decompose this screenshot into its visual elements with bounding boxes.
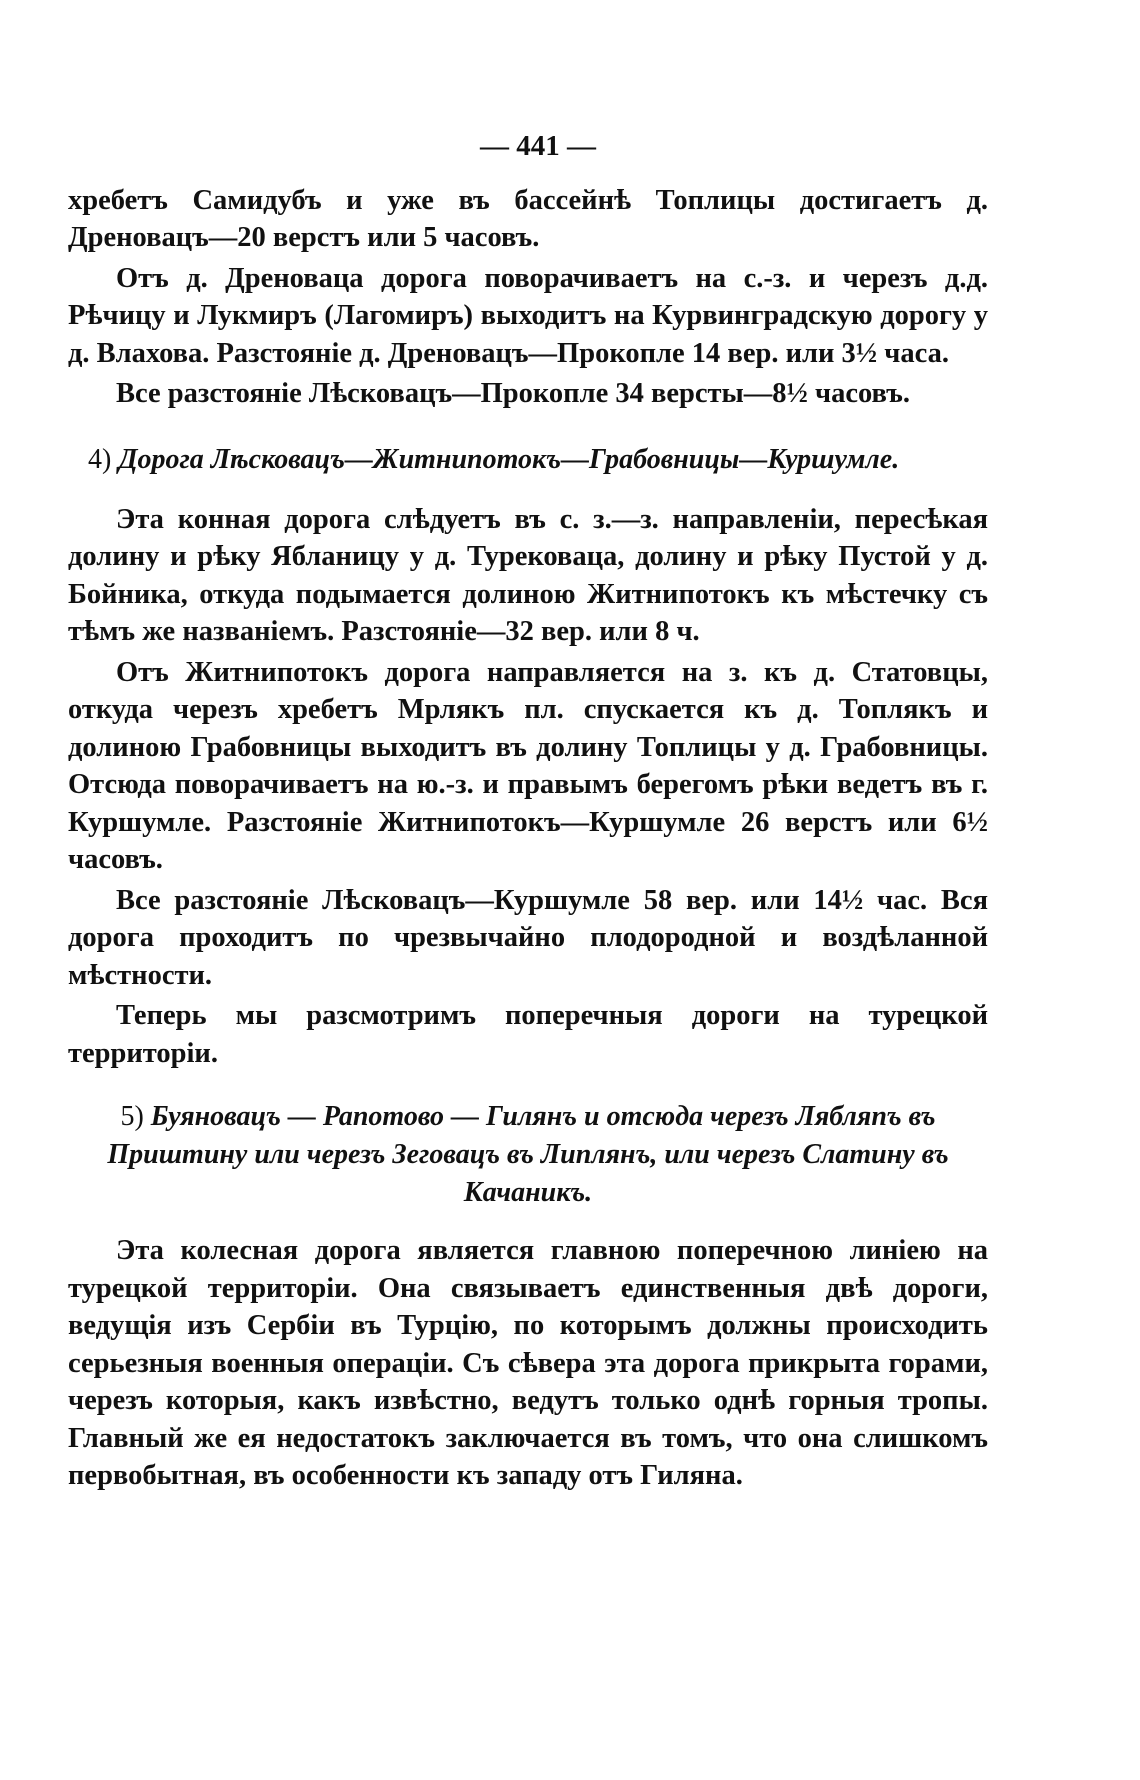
section-title: Дорога Лѣсковацъ—Житнипотокъ—Грабовницы—Куршумле. (118, 443, 900, 475)
paragraph-drenovac-route: Отъ д. Дреноваца дорога поворачиваетъ на с.-з. и черезъ д.д. Рѣчицу и Лукмиръ (Лагомиръ) выходитъ на Курвинградскую дорогу у д. Влахова. Разстояніе д. Дреновацъ—Прокопле 14 вер. или 3½ часа. (68, 262, 988, 369)
section-number: 4) (88, 443, 112, 475)
paragraph-total-distance-prokuplje: Все разстояніе Лѣсковацъ—Прокопле 34 версты—8½ часовъ. (116, 378, 910, 409)
page-number: — 441 — (480, 130, 596, 162)
section-heading-5 (68, 1098, 988, 1212)
book-page (68, 128, 988, 1495)
paragraph-continuation: хребетъ Самидубъ и уже въ бассейнѣ Топлицы достигаетъ д. Дреновацъ—20 верстъ или 5 часовъ. (68, 184, 988, 253)
section-number: 5) (120, 1101, 144, 1132)
section-title: Буяновацъ — Рапотово — Гилянъ и отсюда черезъ Лябляпъ въ Приштину или черезъ Зеговацъ въ Липлянъ, или черезъ Слатину въ Качаникъ. (107, 1101, 949, 1208)
paragraph-total-distance-kurshumlie: Все разстояніе Лѣсковацъ—Куршумле 58 вер. или 14½ час. Вся дорога проходитъ по чрезвычайно плодородной и воздѣланной мѣстности. (68, 884, 988, 991)
section-heading-4 (68, 441, 988, 479)
paragraph-horse-road: Эта конная дорога слѣдуетъ въ с. з.—з. направленіи, пересѣкая долину и рѣку Ябланицу у д. Турековаца, долину и рѣку Пустой у д. Бойника, откуда подымается долиною Житнипотокъ къ мѣстечку съ тѣмъ же названіемъ. Разстояніе—32 вер. или 8 ч. (68, 503, 988, 647)
paragraph-wheeled-road: Эта колесная дорога является главною поперечною линіею на турецкой территоріи. Она связываетъ единственныя двѣ дороги, ведущія изъ Сербіи въ Турцію, по которымъ должны происходить серьезныя военныя операціи. Съ сѣвера эта дорога прикрыта горами, черезъ которыя, какъ извѣстно, ведутъ только однѣ горныя тропы. Главный же ея недостатокъ заключается въ томъ, что она слишкомъ первобытная, въ особенности къ западу отъ Гиляна. (68, 1235, 988, 1491)
paragraph-transverse-roads: Теперь мы разсмотримъ поперечныя дороги на турецкой территоріи. (68, 1000, 988, 1069)
paragraph-zhitnipotok-route: Отъ Житнипотокъ дорога направляется на з. къ д. Статовцы, откуда черезъ хребетъ Мрлякъ пл. спускается къ д. Топлякъ и долиною Грабовницы выходитъ въ долину Топлицы у д. Грабовницы. Отсюда поворачиваетъ на ю.-з. и правымъ берегомъ рѣки ведетъ въ г. Куршумле. Разстояніе Житнипотокъ—Куршумле 26 верстъ или 6½ часовъ. (68, 656, 988, 875)
